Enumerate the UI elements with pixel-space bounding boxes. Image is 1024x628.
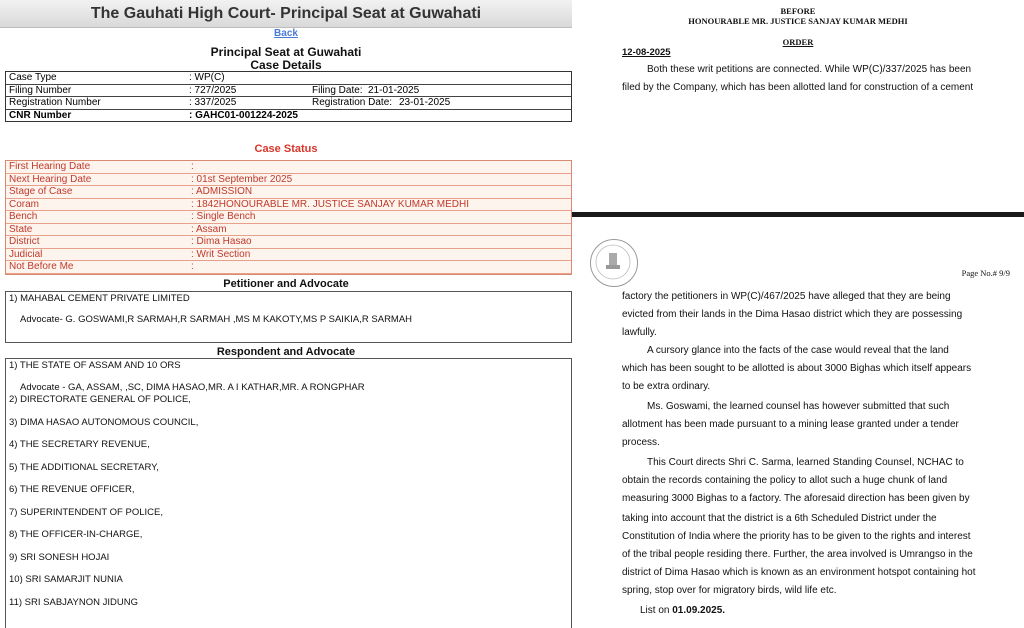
order-document-top [572, 0, 1024, 212]
bench-value: : Single Bench [191, 211, 256, 222]
judicial-value: : Writ Section [191, 248, 251, 260]
case-type-label: Case Type [9, 72, 57, 83]
cnr-number-value: : GAHC01-001224-2025 [189, 109, 298, 121]
order-line: to be extra ordinary. [622, 381, 711, 392]
order-line: district of Dima Hasao which is known as an environment hotspot containing hot [622, 567, 976, 578]
not-before-me-label: Not Before Me [9, 261, 74, 272]
list-item: 10) SRI SAMARJIT NUNIA [9, 574, 123, 585]
order-document-page [572, 217, 1024, 628]
list-on-date: 01.09.2025. [672, 605, 726, 616]
petitioner-title: Petitioner and Advocate [223, 278, 349, 290]
table-row [6, 236, 571, 249]
order-line: Ms. Goswami, the learned counsel has however submitted that such [647, 401, 950, 412]
stage-value: : ADMISSION [191, 186, 253, 197]
petitioner-box [5, 291, 572, 343]
list-item: 1) THE STATE OF ASSAM AND 10 ORS [9, 360, 181, 371]
case-status-table [5, 160, 572, 275]
district-label: District [9, 236, 40, 247]
list-on-line [640, 605, 725, 616]
case-status-title: Case Status [254, 143, 318, 155]
case-type-value: : WP(C) [189, 72, 225, 83]
order-line: Constitution of India where the priority has to be given to the rights and interest [622, 531, 971, 542]
order-line: factory the petitioners in WP(C)/467/2025 have alleged that they are being [622, 291, 951, 302]
list-item: 3) DIMA HASAO AUTONOMOUS COUNCIL, [9, 417, 199, 428]
order-date: 12-08-2025 [622, 47, 671, 58]
judicial-label: Judicial [9, 248, 43, 260]
list-on-prefix: List on [640, 605, 673, 616]
list-item: 1) MAHABAL CEMENT PRIVATE LIMITED [9, 293, 190, 304]
list-item: 5) THE ADDITIONAL SECRETARY, [9, 462, 159, 473]
table-row [6, 249, 571, 262]
cnr-number-label: CNR Number [9, 109, 72, 121]
table-row [6, 261, 571, 274]
state-value: : Assam [191, 223, 227, 235]
table-row [6, 186, 571, 199]
order-line: allotment has been made pursuant to a mining lease granted under a tender [622, 419, 959, 430]
court-seal-icon [590, 239, 638, 287]
registration-date-label: Registration Date: [312, 97, 393, 108]
not-before-me-value: : [191, 261, 194, 272]
order-line: obtain the records containing the policy to allot such a huge chunk of land [622, 475, 948, 486]
order-line: Both these writ petitions are connected. While WP(C)/337/2025 has been [647, 64, 972, 75]
stage-label: Stage of Case [9, 186, 73, 197]
before-heading: BEFORE [780, 6, 816, 16]
state-label: State [9, 223, 33, 235]
list-item: Advocate- G. GOSWAMI,R SARMAH,R SARMAH ,MS M KAKOTY,MS P SAIKIA,R SARMAH [20, 314, 413, 325]
order-line: process. [622, 437, 660, 448]
table-row [6, 110, 571, 122]
district-value: : Dima Hasao [191, 236, 252, 247]
order-line: evicted from their lands in the Dima Hasao district which they are possessing [622, 309, 963, 320]
case-details-table [5, 71, 572, 122]
page-number: Page No.# 9/9 [961, 268, 1010, 278]
table-row [6, 224, 571, 237]
first-hearing-label: First Hearing Date [9, 161, 91, 172]
order-line: This Court directs Shri C. Sarma, learned Standing Counsel, NCHAC to [647, 457, 964, 468]
registration-number-label: Registration Number [9, 97, 101, 108]
list-item: 8) THE OFFICER-IN-CHARGE, [9, 529, 143, 540]
registration-number-value: : 337/2025 [189, 97, 237, 108]
table-row [6, 97, 571, 110]
bench-label: Bench [9, 211, 38, 222]
first-hearing-value: : [191, 161, 194, 172]
order-line: lawfully. [622, 327, 657, 338]
table-row [6, 211, 571, 224]
table-row [6, 72, 571, 85]
filing-number-label: Filing Number [9, 84, 72, 96]
next-hearing-label: Next Hearing Date [9, 173, 92, 185]
table-row [6, 199, 571, 212]
list-item: Advocate - GA, ASSAM, ,SC, DIMA HASAO,MR. A I KATHAR,MR. A RONGPHAR [20, 382, 365, 393]
list-item: 11) SRI SABJAYNON JIDUNG [9, 597, 138, 608]
order-line: which has been sought to be allotted is about 3000 Bighas which itself appears [622, 363, 972, 374]
respondent-title: Respondent and Advocate [216, 346, 356, 358]
order-line: measuring 3000 Bighas to a factory. The aforesaid direction has been given by [622, 493, 970, 504]
order-line: spring, stop over for migratory birds, wild life etc. [622, 585, 837, 596]
registration-date-value: 23-01-2025 [399, 97, 451, 108]
filing-date-value: 21-01-2025 [368, 84, 420, 96]
coram-label: Coram [9, 198, 40, 210]
back-link[interactable]: Back [274, 28, 298, 39]
list-item: 7) SUPERINTENDENT OF POLICE, [9, 507, 163, 518]
respondent-box [5, 358, 572, 628]
table-row [6, 161, 571, 174]
order-line: of the tribal people residing there. Further, the area involved is Umrangso in the [622, 549, 973, 560]
coram-value: : 1842HONOURABLE MR. JUSTICE SANJAY KUMAR MEDHI [191, 198, 470, 210]
order-line: A cursory glance into the facts of the case would reveal that the land [647, 345, 949, 356]
filing-date-label: Filing Date: [312, 84, 363, 96]
order-line: taking into account that the district is a 6th Scheduled District under the [622, 513, 937, 524]
court-header: The Gauhati High Court- Principal Seat at Guwahati [0, 0, 572, 28]
case-details-title: Case Details [250, 58, 322, 72]
list-item: 4) THE SECRETARY REVENUE, [9, 439, 150, 450]
list-item: 9) SRI SONESH HOJAI [9, 552, 110, 563]
seat-title: Principal Seat at Guwahati [210, 45, 362, 59]
order-line: filed by the Company, which has been allotted land for construction of a cement [622, 82, 974, 93]
list-item: 6) THE REVENUE OFFICER, [9, 484, 135, 495]
filing-number-value: : 727/2025 [189, 84, 237, 96]
table-row [6, 174, 571, 187]
order-heading: ORDER [782, 37, 814, 47]
next-hearing-value: : 01st September 2025 [191, 173, 293, 185]
list-item: 2) DIRECTORATE GENERAL OF POLICE, [9, 394, 191, 405]
judge-heading: HONOURABLE MR. JUSTICE SANJAY KUMAR MEDHI [688, 16, 908, 26]
table-row [6, 85, 571, 98]
